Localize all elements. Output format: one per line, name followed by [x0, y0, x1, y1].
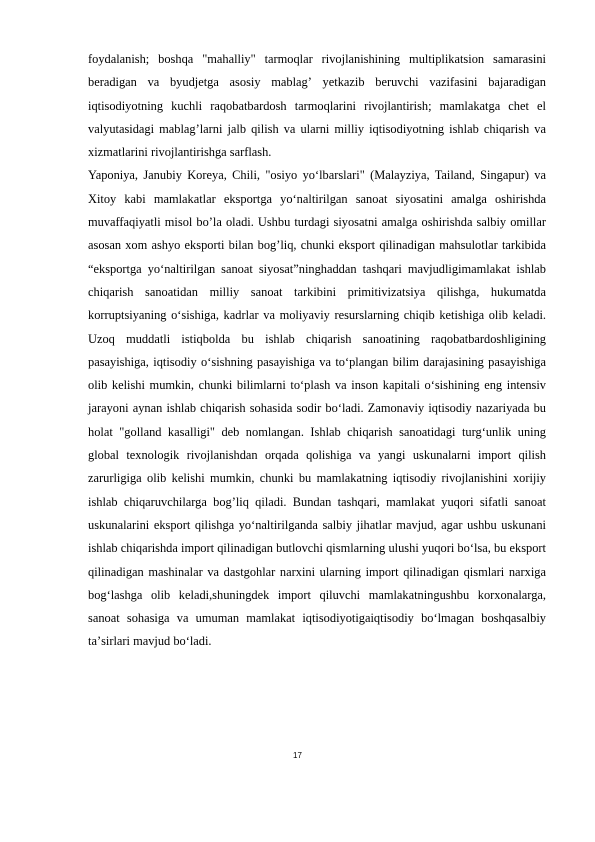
- paragraph-1: foydalanish; boshqa "mahalliy" tarmoqlar rivojlanishining multiplikatsion samarasini beradigan va byudjetga asosiy mablagʼ yetkazib beruvchi vazifasini bajaradigan iqtisodiyotning kuchli raqobatbardosh tarmoqlarini rivojlantirish; mamlakatga chet el valyutasidagi mablagʼlarni jalb qilish va ularni milliy iqtisodiyotning ishlab chiqarish va xizmatlarini rivojlantirishga sarflash.: [88, 52, 546, 160]
- document-page: [88, 48, 546, 654]
- page-number: 17: [293, 751, 302, 760]
- paragraph-2: Yaponiya, Janubiy Koreya, Chili, "osiyo yoʻlbarslari" (Malayziya, Tailand, Singapur) va Xitoy kabi mamlakatlar eksportga yoʻnaltirilgan sanoat siyosatini amalga oshirishda muvaffaqiyatli misol bo’la oladi. Ushbu turdagi siyosatni amalga oshirishda salbiy omillar asosan xom ashyo eksporti bilan bogʼliq, chunki eksport qilinadigan mahsulotlar tarkibida “eksportga yoʻnaltirilgan sanoat siyosat”ninghaddan tashqari mavjudligimamlakat ishlab chiqarish sanoatidan milliy sanoat tarkibini primitivizatsiya qilishga, hukumatda korruptsiyaning oʻsishiga, kadrlar va moliyaviy resurslarning chiqib ketishiga olib keladi. Uzoq muddatli istiqbolda bu ishlab chiqarish sanoatining raqobatbardoshligining pasayishiga, iqtisodiy oʻsishning pasayishiga va toʻplangan bilim darajasining pasayishiga olib kelishi mumkin, chunki bilimlarni toʻplash va inson kapitali oʻsishining eng intensiv jarayoni aynan ishlab chiqarish sohasida sodir boʻladi. Zamonaviy iqtisodiy nazariyada bu holat "golland kasalligi" deb nomlangan. Ishlab chiqarish sanoatidagi turgʻunlik uning global texnologik rivojlanishdan orqada qolishiga va yangi uskunalarni import qilish zarurligiga olib kelishi mumkin, chunki bu mamlakatning iqtisodiy rivojlanishini xorijiy ishlab chiqaruvchilarga bogʼliq qiladi. Bundan tashqari, mamlakat yuqori sifatli sanoat uskunalarini eksport qilishga yoʻnaltirilganda salbiy jihatlar mavjud, agar ushbu uskunani ishlab chiqarishda import qilinadigan butlovchi qismlarning ulushi yuqori boʻlsa, bu eksport qilinadigan mashinalar va dastgohlar narxini ularning import qilinadigan qismlari narxiga bogʻlashga olib keladi,shuningdek import qiluvchi mamlakatningushbu korxonalarga, sanoat sohasiga va umuman mamlakat iqtisodiyotigaiqtisodiy boʻlmagan boshqasalbiy taʼsirlari mavjud boʻladi.: [88, 168, 546, 649]
